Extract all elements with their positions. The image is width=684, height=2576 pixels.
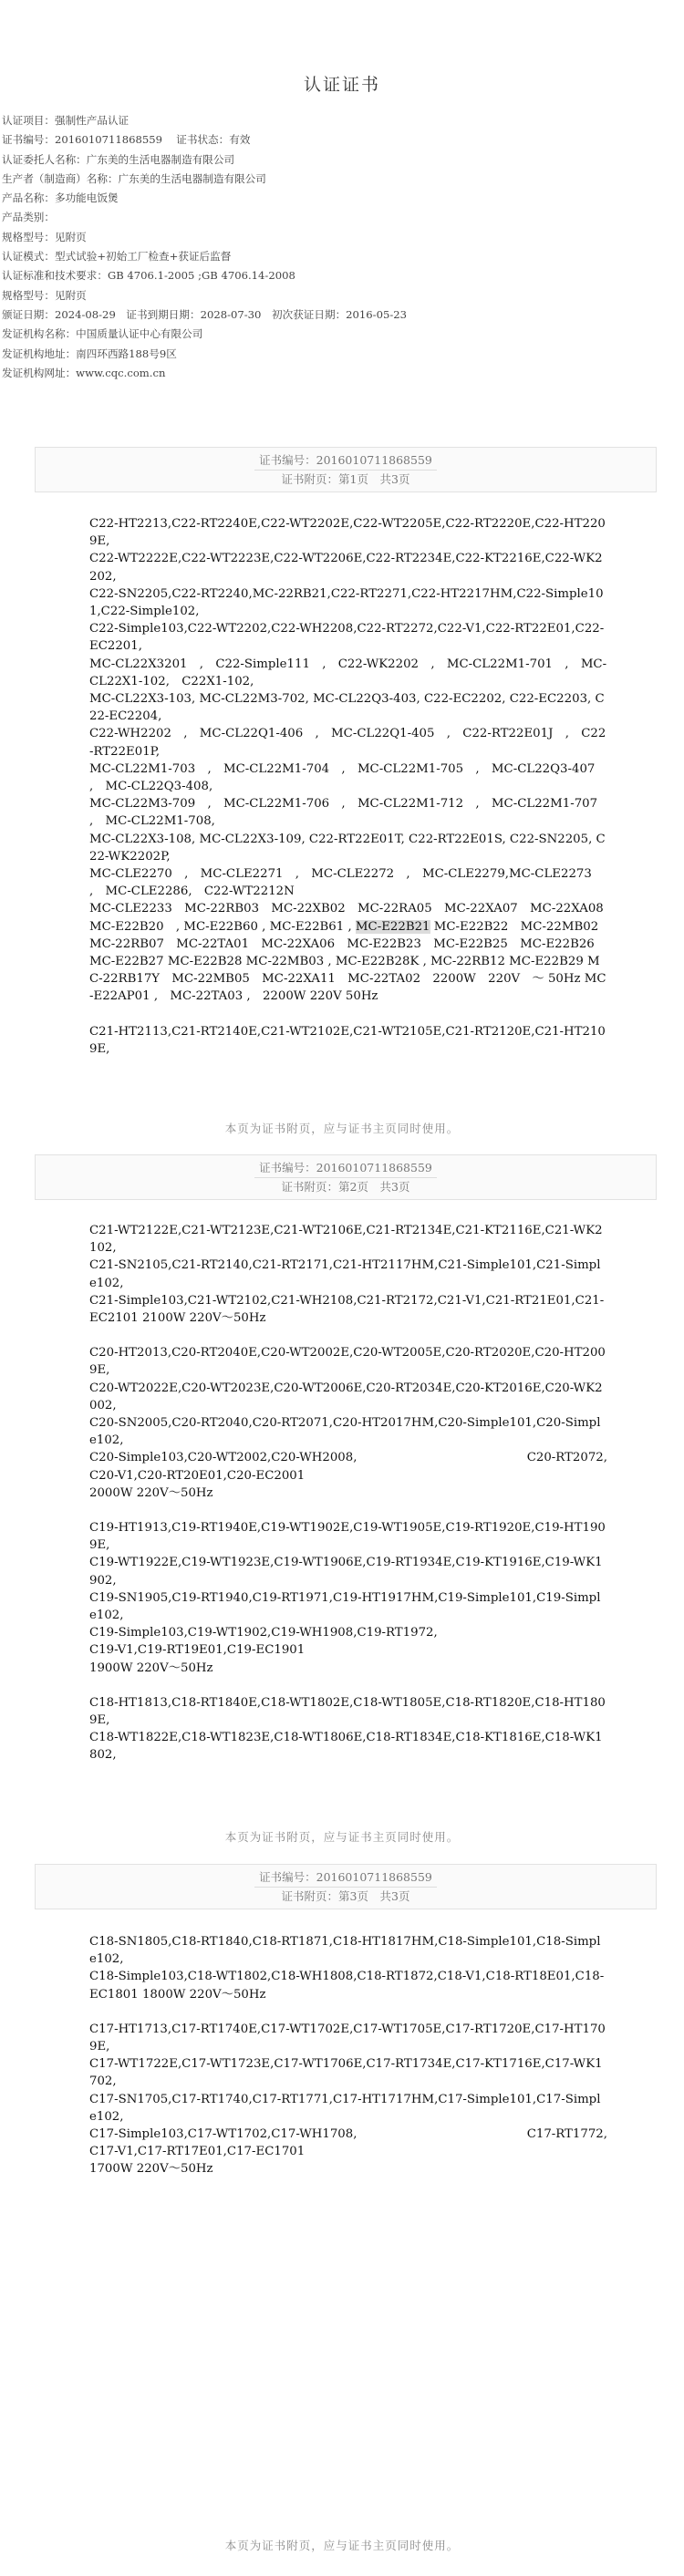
- meta-line: 颁证日期：2024-08-29 证书到期日期：2028-07-30 初次获证日期：2016-05-23: [2, 307, 408, 321]
- model-line: C20-V1,C20-RT20E01,C20-EC2001: [89, 1468, 306, 1483]
- annex-cert-number: 证书编号：2016010711868559: [259, 453, 432, 467]
- model-line: C19-V1,C19-RT19E01,C19-EC1901: [89, 1643, 306, 1658]
- model-line: C21-HT2113,C21-RT2140E,C21-WT2102E,C21-WT2105E,C21-RT2120E,C21-HT2109E,: [89, 1024, 606, 1056]
- model-line: C20-SN2005,C20-RT2040,C20-RT2071,C20-HT2017HM,C20-Simple101,C20-Simple102,: [89, 1416, 601, 1448]
- model-line: C21-Simple103,C21-WT2102,C21-WH2108,C21-RT2172,C21-V1,C21-RT21E01,C21-EC2101 2100W 220V～50Hz: [89, 1293, 605, 1326]
- annex-page-info: 证书附页：第3页 共3页: [254, 1887, 437, 1906]
- annex-body: [89, 1933, 607, 2196]
- model-line: C22-WH2202 , MC-CL22Q1-406 , MC-CL22Q1-405 , C22-RT22E01J , C22-RT22E01P,: [89, 727, 606, 759]
- meta-line: 产品名称：多功能电饭煲: [2, 191, 119, 205]
- model-line: C18-HT1813,C18-RT1840E,C18-WT1802E,C18-WT1805E,C18-RT1820E,C18-HT1809E,: [89, 1695, 606, 1728]
- power-rating: 1700W 220V～50Hz: [89, 2162, 213, 2177]
- model-line: C22-SN2205,C22-RT2240,MC-22RB21,C22-RT2271,C22-HT2217HM,C22-Simple101,C22-Simple102,: [89, 586, 604, 619]
- annex-header: [35, 1864, 657, 1909]
- annex-footer: 本页为证书附页，应与证书主页同时使用。: [224, 1122, 460, 1135]
- annex-header: [35, 1154, 657, 1200]
- certificate-meta: [2, 111, 677, 383]
- model-line: C22-HT2213,C22-RT2240E,C22-WT2202E,C22-WT2205E,C22-RT2220E,C22-HT2209E,: [89, 517, 606, 549]
- model-line: MC-CL22M1-703 , MC-CL22M1-704 , MC-CL22M1-705 , MC-CL22Q3-407 , MC-CL22Q3-408,: [89, 761, 607, 794]
- meta-line: 发证机构网址：www.cqc.com.cn: [2, 366, 166, 379]
- meta-line: 认证模式：型式试验+初始工厂检查+获证后监督: [2, 250, 232, 264]
- model-line: C17-HT1713,C17-RT1740E,C17-WT1702E,C17-WT1705E,C17-RT1720E,C17-HT1709E,: [89, 2022, 606, 2054]
- meta-line: 发证机构地址：南四环西路188号9区: [2, 347, 177, 360]
- model-line: MC-CL22X3-108, MC-CL22X3-109, C22-RT22E01T, C22-RT22E01S, C22-SN2205, C22-WK2202P,: [89, 832, 606, 864]
- model-line: C19-HT1913,C19-RT1940E,C19-WT1902E,C19-WT1905E,C19-RT1920E,C19-HT1909E,: [89, 1521, 606, 1553]
- model-line: C20-Simple103,C20-WT2002,C20-WH2008,: [89, 1451, 358, 1465]
- model-line: MC-CLE2233 MC-22RB03 MC-22XB02 MC-22RA05 MC-22XA07 MC-22XA08 MC-E22B20 , MC-E22B60 , MC-E22B61 ,: [89, 902, 604, 934]
- model-line: C17-V1,C17-RT17E01,C17-EC1701: [89, 2145, 306, 2159]
- model-line: MC-CL22X3201 , C22-Simple111 , C22-WK2202 , MC-CL22M1-701 , MC-CL22X1-102, C22X1-102,: [89, 657, 607, 688]
- model-line: MC-CL22X3-103, MC-CL22M3-702, MC-CL22Q3-403, C22-EC2202, C22-EC2203, C22-EC2204,: [89, 692, 605, 724]
- annex-cert-number: 证书编号：2016010711868559: [259, 1161, 432, 1174]
- meta-line: 发证机构名称：中国质量认证中心有限公司: [2, 327, 203, 341]
- power-rating: 1900W 220V～50Hz: [89, 1660, 213, 1675]
- model-line: C22-WT2222E,C22-WT2223E,C22-WT2206E,C22-RT2234E,C22-KT2216E,C22-WK2202,: [89, 552, 603, 584]
- model-line: C17-WT1722E,C17-WT1723E,C17-WT1706E,C17-RT1734E,C17-KT1716E,C17-WK1702,: [89, 2057, 603, 2089]
- annex-footer: 本页为证书附页，应与证书主页同时使用。: [224, 1830, 460, 1844]
- annex-page-info: 证书附页：第2页 共3页: [254, 1177, 437, 1196]
- model-line: C17-RT1772,: [526, 2127, 607, 2142]
- model-line: C18-SN1805,C18-RT1840,C18-RT1871,C18-HT1817HM,C18-Simple101,C18-Simple102,: [89, 1935, 601, 1967]
- model-line: C19-Simple103,C19-WT1902,C19-WH1908,C19-RT1972,: [89, 1626, 438, 1640]
- model-line: C20-RT2072,: [526, 1451, 607, 1465]
- meta-line: 产品类别：: [2, 211, 55, 224]
- meta-line: 认证委托人名称：广东美的生活电器制造有限公司: [2, 152, 235, 166]
- model-line: C19-SN1905,C19-RT1940,C19-RT1971,C19-HT1917HM,C19-Simple101,C19-Simple102,: [89, 1590, 601, 1623]
- meta-line: 认证项目：强制性产品认证: [2, 114, 130, 127]
- annex-footer: 本页为证书附页，应与证书主页同时使用。: [224, 2539, 460, 2552]
- annex-page-info: 证书附页：第1页 共3页: [254, 470, 437, 489]
- meta-line: 规格型号：见附页: [2, 230, 87, 243]
- annex-cert-number: 证书编号：2016010711868559: [259, 1870, 432, 1884]
- model-line: C21-SN2105,C21-RT2140,C21-RT2171,C21-HT2117HM,C21-Simple101,C21-Simple102,: [89, 1258, 601, 1290]
- model-line: MC-E22B22 MC-22MB02 MC-22RB07 MC-22TA01 MC-22XA06 MC-E22B23 MC-E22B25 MC-E22B26 MC-E22B27 MC-E22B28 MC-22MB03 , MC-E22B28K , MC-22RB12 MC-E22B29 MC-22RB17Y MC-22MB05 MC-22XA11 MC-22TA02 2200W 220V ～ 50Hz MC-E22AP01 , MC-22TA03 , 2200W 220V 50Hz: [89, 919, 606, 1004]
- power-rating: 2000W 220V～50Hz: [89, 1485, 213, 1500]
- model-line: C17-SN1705,C17-RT1740,C17-RT1771,C17-HT1717HM,C17-Simple101,C17-Simple102,: [89, 2092, 601, 2124]
- annex-header: [35, 447, 657, 492]
- annex-body: [89, 1222, 607, 1782]
- model-line: MC-CL22M3-709 , MC-CL22M1-706 , MC-CL22M1-712 , MC-CL22M1-707 , MC-CL22M1-708,: [89, 797, 610, 829]
- meta-line: 认证标准和技术要求：GB 4706.1-2005 ;GB 4706.14-2008: [2, 269, 295, 283]
- model-line: MC-CLE2270 , MC-CLE2271 , MC-CLE2272 , MC-CLE2279,MC-CLE2273 , MC-CLE2286, C22-WT2212N: [89, 867, 605, 899]
- model-line: C17-Simple103,C17-WT1702,C17-WH1708,: [89, 2127, 358, 2142]
- model-line: C18-WT1822E,C18-WT1823E,C18-WT1806E,C18-RT1834E,C18-KT1816E,C18-WK1802,: [89, 1731, 603, 1763]
- model-line: C22-Simple103,C22-WT2202,C22-WH2208,C22-RT2272,C22-V1,C22-RT22E01,C22-EC2201,: [89, 622, 605, 654]
- meta-line: 证书编号：2016010711868559 证书状态：有效: [2, 133, 251, 147]
- model-line: C20-WT2022E,C20-WT2023E,C20-WT2006E,C20-RT2034E,C20-KT2016E,C20-WK2002,: [89, 1381, 603, 1412]
- meta-line: 规格型号：见附页: [2, 288, 87, 302]
- model-line: C18-Simple103,C18-WT1802,C18-WH1808,C18-RT1872,C18-V1,C18-RT18E01,C18-EC1801 1800W 220V～50Hz: [89, 1970, 605, 2002]
- model-line: C21-WT2122E,C21-WT2123E,C21-WT2106E,C21-RT2134E,C21-KT2116E,C21-WK2102,: [89, 1224, 603, 1256]
- page-title: 认证证书: [303, 75, 380, 95]
- model-line: C20-HT2013,C20-RT2040E,C20-WT2002E,C20-WT2005E,C20-RT2020E,C20-HT2009E,: [89, 1346, 606, 1378]
- model-line: C19-WT1922E,C19-WT1923E,C19-WT1906E,C19-RT1934E,C19-KT1916E,C19-WK1902,: [89, 1556, 603, 1588]
- highlighted-model: MC-E22B21: [355, 919, 430, 934]
- meta-line: 生产者（制造商）名称：广东美的生活电器制造有限公司: [2, 171, 266, 185]
- annex-body: [89, 515, 610, 1075]
